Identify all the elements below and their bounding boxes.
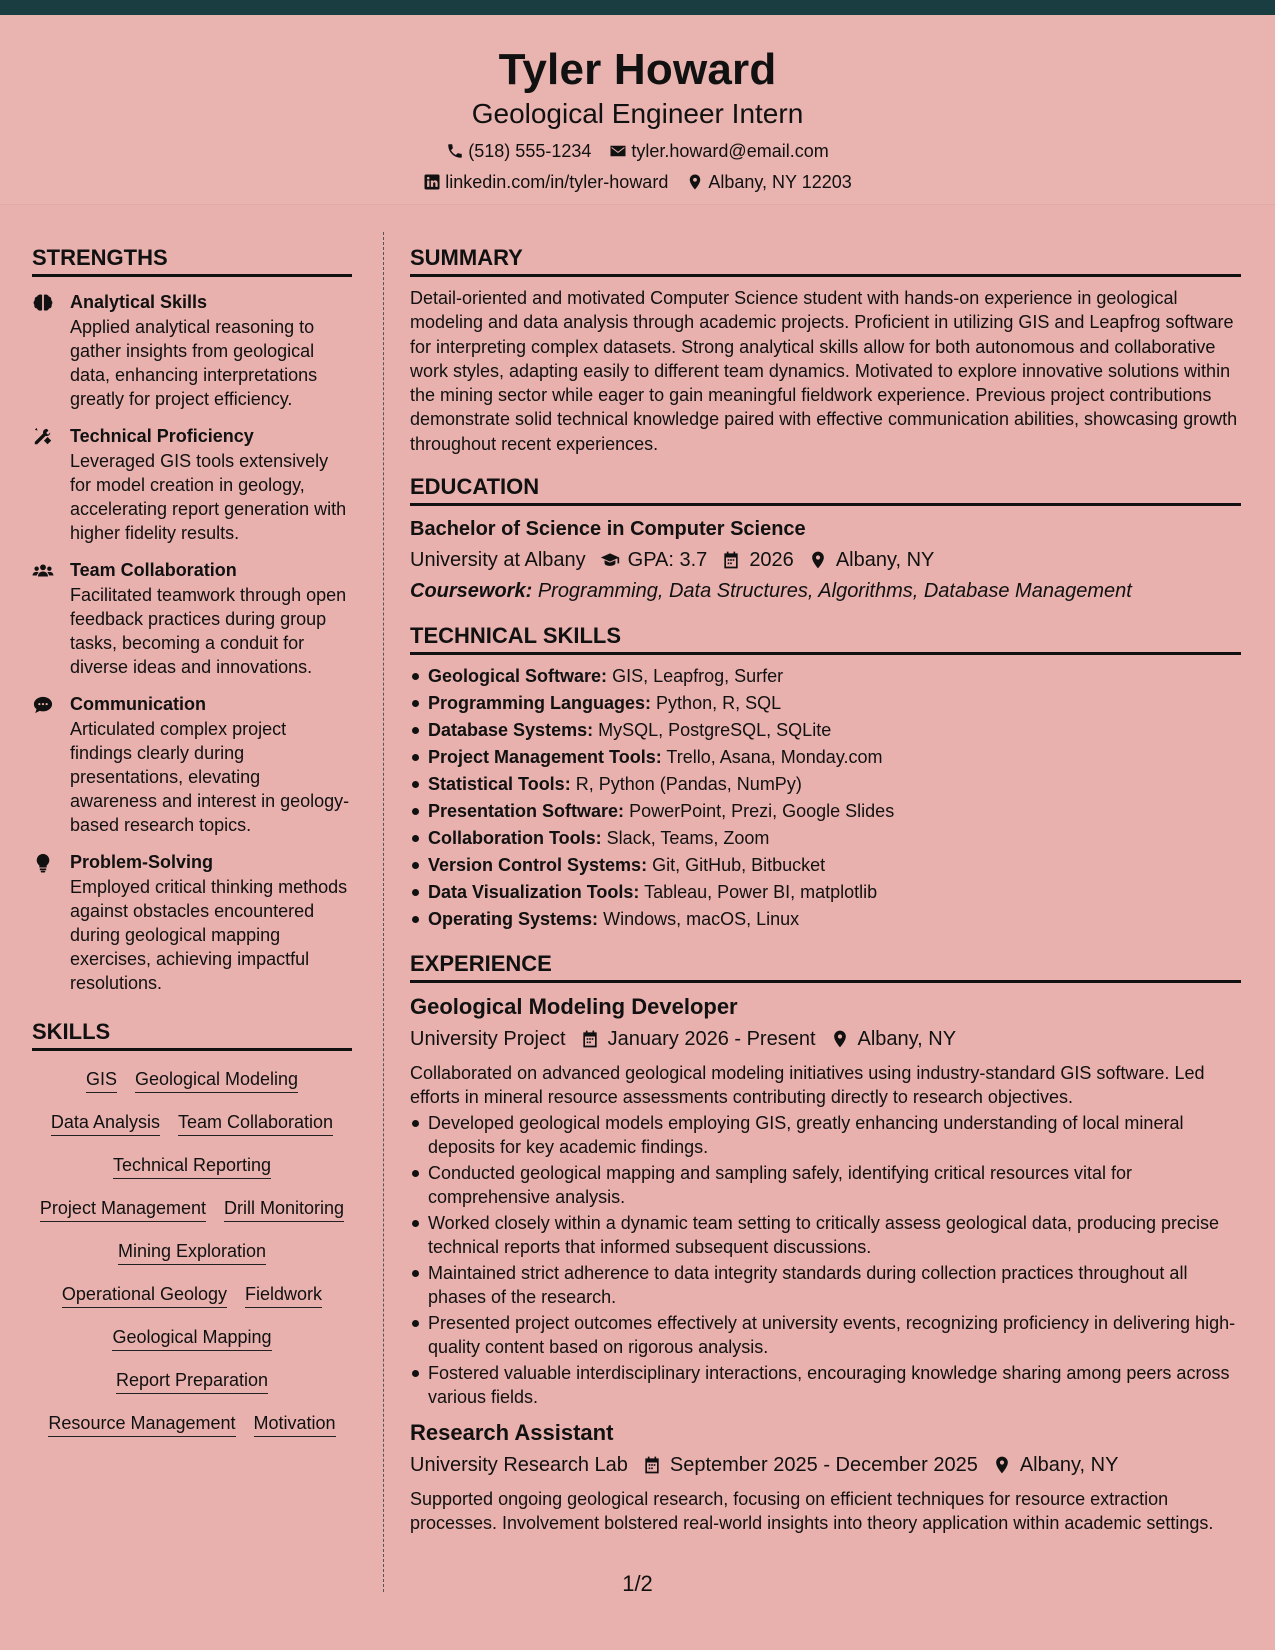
chat-icon (32, 695, 54, 715)
strength-item (32, 425, 352, 545)
education-year: 2026 (749, 549, 794, 572)
job-meta (410, 1451, 1241, 1479)
strengths-heading: STRENGTHS (32, 245, 352, 277)
list-item: Fostered valuable interdisciplinary interactions, encouraging knowledge sharing among peers across various fields. (410, 1361, 1241, 1409)
email-contact[interactable] (609, 140, 828, 162)
skill-chip: Fieldwork (245, 1282, 322, 1308)
brain-icon (32, 293, 54, 313)
skill-values: Trello, Asana, Monday.com (666, 747, 883, 768)
skill-values: PowerPoint, Prezi, Google Slides (629, 801, 895, 822)
skill-chip: Geological Modeling (135, 1067, 298, 1093)
skill-category: Presentation Software: (428, 801, 625, 822)
skill-category: Operating Systems: (428, 909, 599, 930)
calendar-icon (642, 1455, 662, 1475)
right-column (410, 245, 1241, 1535)
list-item (410, 717, 1241, 744)
phone-contact (446, 140, 591, 162)
skill-chip: Technical Reporting (113, 1153, 271, 1179)
list-item (410, 744, 1241, 771)
email-text: tyler.howard@email.com (631, 141, 829, 161)
strength-title: Communication (70, 694, 207, 714)
education-location: Albany, NY (835, 549, 935, 572)
education-school: University at Albany (410, 549, 586, 572)
envelope-icon (609, 142, 627, 160)
list-item: Developed geological models employing GIS, greatly enhancing understanding of local mineral deposits for key academic findings. (410, 1111, 1241, 1159)
linkedin-text: linkedin.com/in/tyler-howard (445, 172, 669, 192)
coursework-list: Programming, Data Structures, Algorithms, Database Management (537, 580, 1132, 603)
job-entry (410, 993, 1241, 1409)
job-entry (410, 1419, 1241, 1535)
map-pin-icon (808, 550, 828, 570)
users-icon (32, 561, 54, 581)
skill-values: R, Python (Pandas, NumPy) (575, 774, 802, 795)
strength-title: Team Collaboration (70, 560, 237, 580)
job-description: Supported ongoing geological research, focusing on efficient techniques for resource extraction processes. Involvement bolstered real-world insights into theory application within academic settings. (410, 1489, 1214, 1534)
skill-category: Programming Languages: (428, 693, 652, 714)
skill-chip: Geological Mapping (112, 1325, 271, 1351)
top-accent-bar (0, 0, 1275, 15)
skill-category: Statistical Tools: (428, 774, 571, 795)
job-org: University Research Lab (410, 1454, 628, 1477)
skill-chip: Data Analysis (51, 1110, 160, 1136)
skill-values: MySQL, PostgreSQL, SQLite (598, 720, 832, 741)
education-meta (410, 546, 1241, 574)
education-heading: EDUCATION (410, 474, 1241, 506)
skill-category: Collaboration Tools: (428, 828, 602, 849)
skill-category: Project Management Tools: (428, 747, 662, 768)
skill-chip: Team Collaboration (178, 1110, 333, 1136)
strength-item (32, 559, 352, 679)
skill-category: Data Visualization Tools: (428, 882, 640, 903)
skill-category: Version Control Systems: (428, 855, 648, 876)
job-org: University Project (410, 1028, 566, 1051)
contact-line-1 (0, 140, 1275, 162)
experience-heading: EXPERIENCE (410, 951, 1241, 983)
strength-title: Problem-Solving (70, 852, 214, 872)
tools-icon (32, 427, 54, 447)
skill-chip: Operational Geology (62, 1282, 227, 1308)
coursework (410, 577, 1241, 605)
job-location: Albany, NY (1019, 1454, 1119, 1477)
skill-category: Database Systems: (428, 720, 594, 741)
job-dates: January 2026 - Present (607, 1028, 816, 1051)
list-item: Maintained strict adherence to data integrity standards during collection practices throughout all phases of the research. (410, 1261, 1241, 1309)
calendar-icon (721, 550, 741, 570)
left-column (32, 245, 352, 1437)
page-number: 1/2 (622, 1571, 653, 1596)
phone-icon (446, 142, 464, 160)
location-contact (686, 171, 851, 193)
candidate-name: Tyler Howard (498, 45, 777, 94)
list-item (410, 663, 1241, 690)
education-degree: Bachelor of Science in Computer Science (410, 518, 806, 541)
map-pin-icon (992, 1455, 1012, 1475)
list-item (410, 771, 1241, 798)
list-item (410, 852, 1241, 879)
linkedin-contact[interactable] (423, 171, 668, 193)
strength-desc: Facilitated teamwork through open feedback practices during group tasks, becoming a conduit for diverse ideas and innovations. (70, 585, 347, 677)
skill-category: Geological Software: (428, 666, 608, 687)
candidate-role: Geological Engineer Intern (471, 98, 804, 129)
skill-values: Windows, macOS, Linux (603, 909, 800, 930)
linkedin-icon (423, 173, 441, 191)
coursework-label: Coursework: (410, 580, 533, 603)
list-item: Worked closely within a dynamic team setting to critically assess geological data, producing precise technical reports that informed subsequent discussions. (410, 1211, 1241, 1259)
list-item (410, 906, 1241, 933)
job-location: Albany, NY (857, 1028, 957, 1051)
map-pin-icon (686, 173, 704, 191)
resume-header (0, 15, 1275, 205)
skill-chip: GIS (86, 1067, 117, 1093)
strength-item (32, 291, 352, 411)
list-item (410, 690, 1241, 717)
skill-values: Slack, Teams, Zoom (606, 828, 770, 849)
column-divider (383, 232, 384, 1592)
skill-values: GIS, Leapfrog, Surfer (612, 666, 784, 687)
technical-skills-heading: TECHNICAL SKILLS (410, 623, 1241, 655)
list-item (410, 798, 1241, 825)
list-item (410, 825, 1241, 852)
map-pin-icon (830, 1029, 850, 1049)
skill-values: Git, GitHub, Bitbucket (652, 855, 826, 876)
contact-line-2 (0, 171, 1275, 193)
list-item: Presented project outcomes effectively at university events, recognizing proficiency in delivering high-quality content based on rigorous analysis. (410, 1311, 1241, 1359)
skill-chip: Report Preparation (116, 1368, 268, 1394)
skills-heading: SKILLS (32, 1019, 352, 1051)
strength-desc: Leveraged GIS tools extensively for model creation in geology, accelerating report generation with higher fidelity results. (70, 451, 347, 543)
graduation-cap-icon (600, 550, 620, 570)
skill-chip: Drill Monitoring (224, 1196, 344, 1222)
summary-heading: SUMMARY (410, 245, 1241, 277)
job-bullets (410, 1111, 1241, 1409)
job-title: Geological Modeling Developer (410, 994, 738, 1020)
skills-list (32, 1067, 352, 1437)
location-text: Albany, NY 12203 (708, 172, 852, 192)
skill-chip: Motivation (254, 1411, 336, 1437)
strength-desc: Articulated complex project findings clearly during presentations, elevating awareness and interest in geology-based research topics. (70, 719, 350, 835)
strength-title: Analytical Skills (70, 292, 208, 312)
strength-desc: Applied analytical reasoning to gather insights from geological data, enhancing interpretations greatly for project efficiency. (70, 317, 318, 409)
strength-item (32, 693, 352, 837)
technical-skills-list (410, 663, 1241, 933)
list-item (410, 879, 1241, 906)
summary-text: Detail-oriented and motivated Computer Science student with hands-on experience in geological modeling and data analysis through academic projects. Proficient in utilizing GIS and Leapfrog software for interpreting complex datasets. Strong analytical skills allow for both autonomous and collaborative work styles, adapting easily to different team dynamics. Motivated to explore innovative solutions within the mining sector while eager to gain meaningful fieldwork experience. Previous project contributions demonstrate solid technical knowledge paired with effective communication abilities, showcasing growth throughout recent experiences. (410, 288, 1238, 454)
strength-item (32, 851, 352, 995)
job-title: Research Assistant (410, 1420, 614, 1446)
list-item: Conducted geological mapping and sampling safely, identifying critical resources vital for comprehensive analysis. (410, 1161, 1241, 1209)
job-dates: September 2025 - December 2025 (669, 1454, 978, 1477)
phone-text: (518) 555-1234 (468, 141, 592, 161)
strength-title: Technical Proficiency (70, 426, 254, 446)
skill-values: Python, R, SQL (656, 693, 782, 714)
skill-chip: Resource Management (48, 1411, 235, 1437)
job-description: Collaborated on advanced geological modeling initiatives using industry-standard GIS software. Led efforts in mineral resource assessments contributing directly to research objectives. (410, 1063, 1205, 1108)
education-gpa: GPA: 3.7 (627, 549, 708, 572)
lightbulb-icon (32, 853, 54, 873)
skill-chip: Mining Exploration (118, 1239, 266, 1265)
skill-chip: Project Management (40, 1196, 206, 1222)
calendar-icon (580, 1029, 600, 1049)
strength-desc: Employed critical thinking methods against obstacles encountered during geological mapping exercises, achieving impactful resolutions. (70, 877, 348, 993)
job-meta (410, 1025, 1241, 1053)
skill-values: Tableau, Power BI, matplotlib (644, 882, 878, 903)
